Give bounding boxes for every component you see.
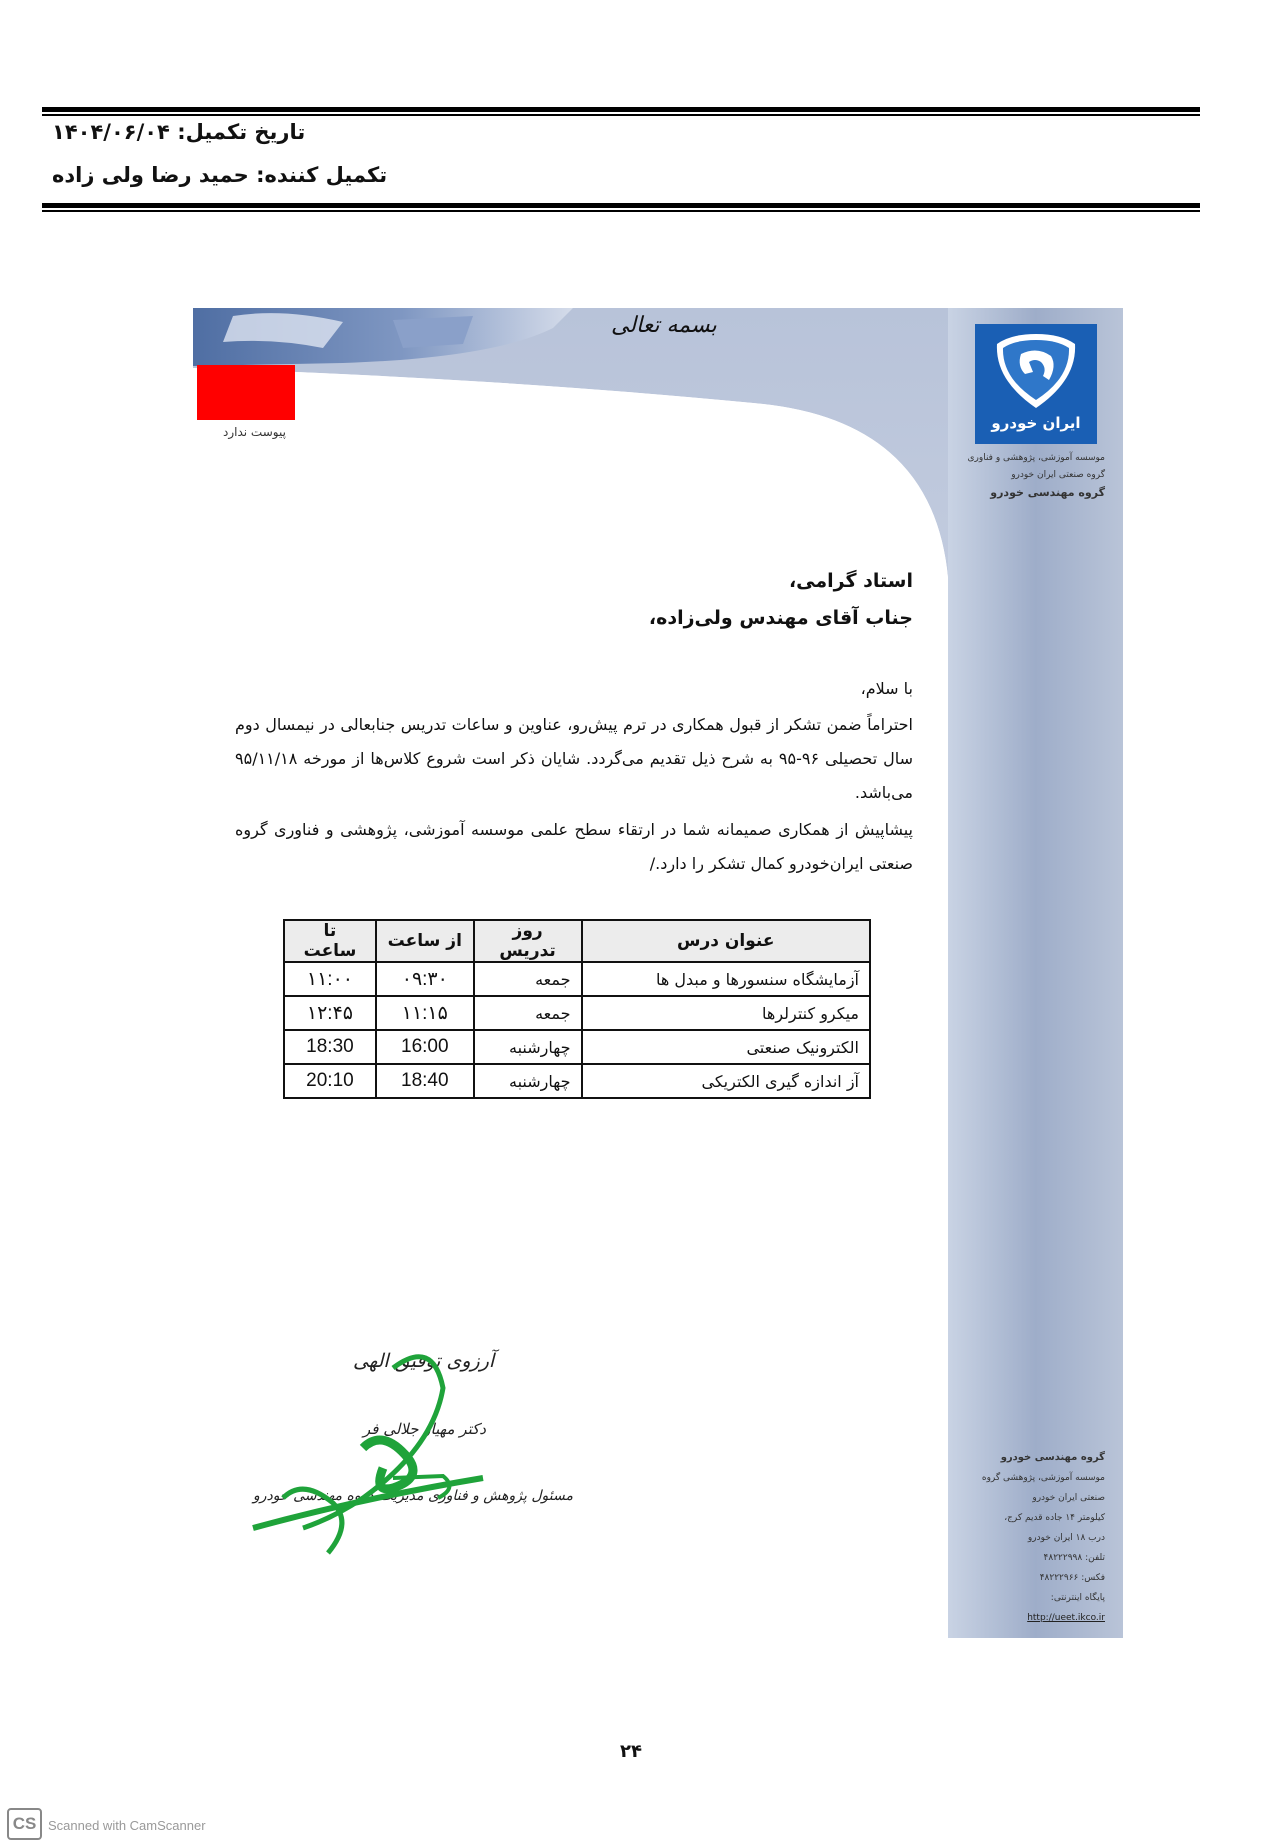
completion-date: تاریخ تکمیل: ۱۴۰۴/۰۶/۰۴ <box>52 120 306 144</box>
logo-wordmark: ایران خودرو <box>991 414 1081 432</box>
embedded-letter <box>193 308 1123 1638</box>
course-day: چهارشنبه <box>474 1030 582 1064</box>
course-day: جمعه <box>474 962 582 996</box>
org-line-3: گروه مهندسی خودرو <box>990 486 1105 499</box>
header-to: تا ساعت <box>284 920 376 962</box>
course-to: 20:10 <box>284 1064 376 1098</box>
signature-name: دکتر مهیار جلالی فر <box>363 1420 486 1438</box>
letter-paragraph-2: پیشاپیش از همکاری صمیمانه شما در ارتقاء سطح علمی موسسه آموزشی، پژوهشی و فناوری گروه صنعتی ایران‌خودرو کمال تشکر را دارد./ <box>235 820 913 873</box>
footer-line-1: گروه مهندسی خودرو <box>1000 1452 1105 1463</box>
course-name: الکترونیک صنعتی <box>582 1030 870 1064</box>
course-from: 18:40 <box>376 1064 474 1098</box>
course-schedule-table <box>283 919 871 1099</box>
horse-shield-icon <box>991 332 1081 410</box>
course-day: جمعه <box>474 996 582 1030</box>
table-header-row <box>284 920 870 962</box>
green-signature-scribble <box>243 1328 573 1578</box>
course-day: چهارشنبه <box>474 1064 582 1098</box>
completed-by: تکمیل کننده: حمید رضا ولی زاده <box>52 163 388 187</box>
signature-wish: آرزوی توفیق الهی <box>353 1350 495 1372</box>
course-name: آز اندازه گیری الکتریکی <box>582 1064 870 1098</box>
footer-line-3: صنعتی ایران خودرو <box>1032 1493 1105 1503</box>
footer-line-2: موسسه آموزشی، پژوهشی گروه <box>981 1473 1105 1483</box>
table-row <box>284 996 870 1030</box>
signature-title: مسئول پژوهش و فناوری مدیریت گروه مهندسی خودرو <box>253 1488 573 1504</box>
camscanner-icon: CS <box>7 1808 42 1840</box>
course-name: میکرو کنترلرها <box>582 996 870 1030</box>
org-block <box>933 450 1105 501</box>
course-name: آزمایشگاه سنسورها و مبدل ها <box>582 962 870 996</box>
footer-url: http://ueet.ikco.ir <box>1027 1613 1105 1623</box>
header-from: از ساعت <box>376 920 474 962</box>
footer-site-label: پایگاه اینترنتی: <box>1050 1593 1105 1603</box>
org-line-2: گروه صنعتی ایران خودرو <box>1011 470 1105 480</box>
header-rule-top-thin <box>42 114 1200 116</box>
signature-block <box>243 1328 573 1578</box>
redaction-box <box>197 365 295 420</box>
course-to: ۱۱:۰۰ <box>284 962 376 996</box>
footer-line-4: کیلومتر ۱۴ جاده قدیم کرج، <box>1004 1513 1105 1523</box>
footer-fax: فکس: ۴۸۲۲۲۹۶۶ <box>1039 1573 1105 1583</box>
salutation-line-1: استاد گرامی، <box>788 570 913 592</box>
header-rule-bottom <box>42 203 1200 208</box>
table-row <box>284 962 870 996</box>
course-from: ۱۱:۱۵ <box>376 996 474 1030</box>
salutation-line-2: جناب آقای مهندس ولی‌زاده، <box>648 607 913 629</box>
course-from: 16:00 <box>376 1030 474 1064</box>
table-row <box>284 1064 870 1098</box>
letter-paragraph-1: احتراماً ضمن تشکر از قبول همکاری در ترم پیش‌رو، عناوین و ساعات تدریس جنابعالی در نیمسال دوم سال تحصیلی ۹۶-۹۵ به شرح ذیل تقدیم می‌گردد. شایان ذکر است شروع کلاس‌ها از مورخه ۹۵/۱۱/۱۸ می‌باشد. <box>235 715 913 802</box>
basmala-calligraphy: بسمه تعالی <box>611 313 717 338</box>
header-rule-bottom-thin <box>42 210 1200 212</box>
header-course: عنوان درس <box>582 920 870 962</box>
greeting: با سلام، <box>860 679 913 698</box>
org-line-1: موسسه آموزشی، پژوهشی و فناوری <box>967 453 1105 463</box>
camscanner-watermark: Scanned with CamScanner <box>48 1818 206 1833</box>
attachment-note: پیوست ندارد <box>223 425 286 439</box>
page-number: ۲۴ <box>620 1741 642 1762</box>
header-rule-top <box>42 107 1200 112</box>
ikco-logo <box>975 324 1097 444</box>
letter-footer-contact <box>955 1448 1105 1628</box>
course-from: ۰۹:۳۰ <box>376 962 474 996</box>
footer-line-5: درب ۱۸ ایران خودرو <box>1027 1533 1105 1543</box>
header-day: روز تدریس <box>474 920 582 962</box>
course-to: ۱۲:۴۵ <box>284 996 376 1030</box>
table-row <box>284 1030 870 1064</box>
course-to: 18:30 <box>284 1030 376 1064</box>
footer-phone: تلفن: ۴۸۲۲۲۹۹۸ <box>1043 1553 1105 1563</box>
